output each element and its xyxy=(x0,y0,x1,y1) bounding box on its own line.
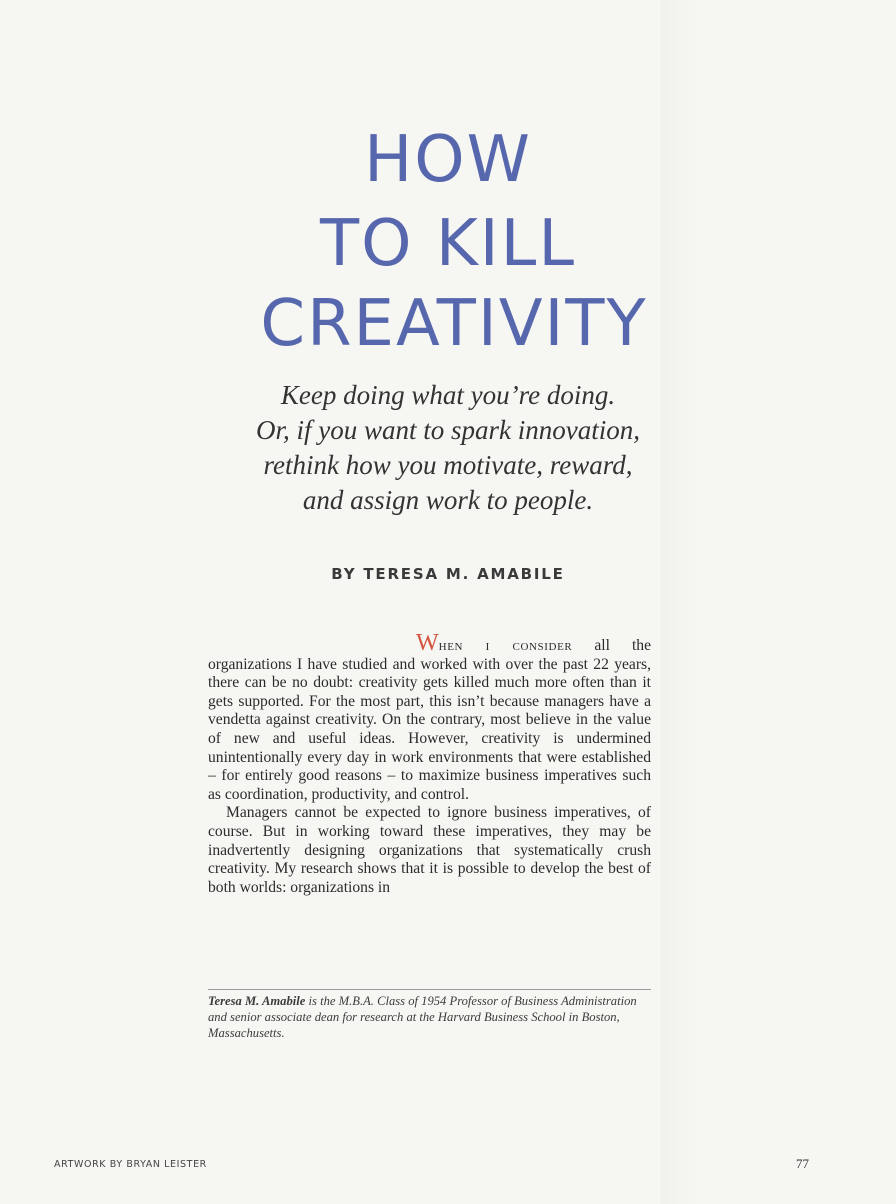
body-paragraph-1-text: all the organizations I have studied and worked with over the past 22 years, there can be no doubt: creativity gets killed much more often than it gets supported. For the most part, this isn’t because managers have a vendetta against creativity. On the contrary, most believe in the value of new and useful ideas. However, creativity is undermined unintentionally every day in work environments that were established – for entirely good reasons – to maximize business imperatives such as coordination, productivity, and control. xyxy=(208,637,651,803)
deck-line: Keep doing what you’re doing. xyxy=(280,380,616,410)
article-byline: BY TERESA M. AMABILE xyxy=(331,565,565,583)
article-body xyxy=(208,630,651,897)
article-title-line-2: TO KILL xyxy=(320,207,576,281)
article-deck xyxy=(0,378,896,518)
deck-line: Or, if you want to spark innovation, xyxy=(256,415,640,445)
article-title-line-1: HOW xyxy=(364,123,532,197)
bio-divider xyxy=(208,989,651,990)
lead-in-smallcaps: hen i consider xyxy=(438,637,573,654)
page-number: 77 xyxy=(796,1156,809,1171)
deck-line: and assign work to people. xyxy=(302,485,594,515)
artwork-credit: ARTWORK BY BRYAN LEISTER xyxy=(54,1159,207,1170)
body-paragraph-1 xyxy=(208,630,651,804)
deck-line: rethink how you motivate, reward, xyxy=(263,450,633,480)
author-bio-text: is the M.B.A. Class of 1954 Professor of Business Administration and senior associate dean for research at the Harvard Business School in Boston, Massachusetts. xyxy=(208,994,637,1040)
body-paragraph-2: Managers cannot be expected to ignore business imperatives, of course. But in working toward these imperatives, they may be inadvertently designing organizations that systematically crush creativity. My research shows that it is possible to develop the best of both worlds: organizations in xyxy=(208,804,651,896)
author-bio-name: Teresa M. Amabile xyxy=(208,994,306,1008)
drop-cap: W xyxy=(416,630,439,656)
article-title-line-3: CREATIVITY xyxy=(260,287,648,361)
author-bio xyxy=(208,993,651,1041)
